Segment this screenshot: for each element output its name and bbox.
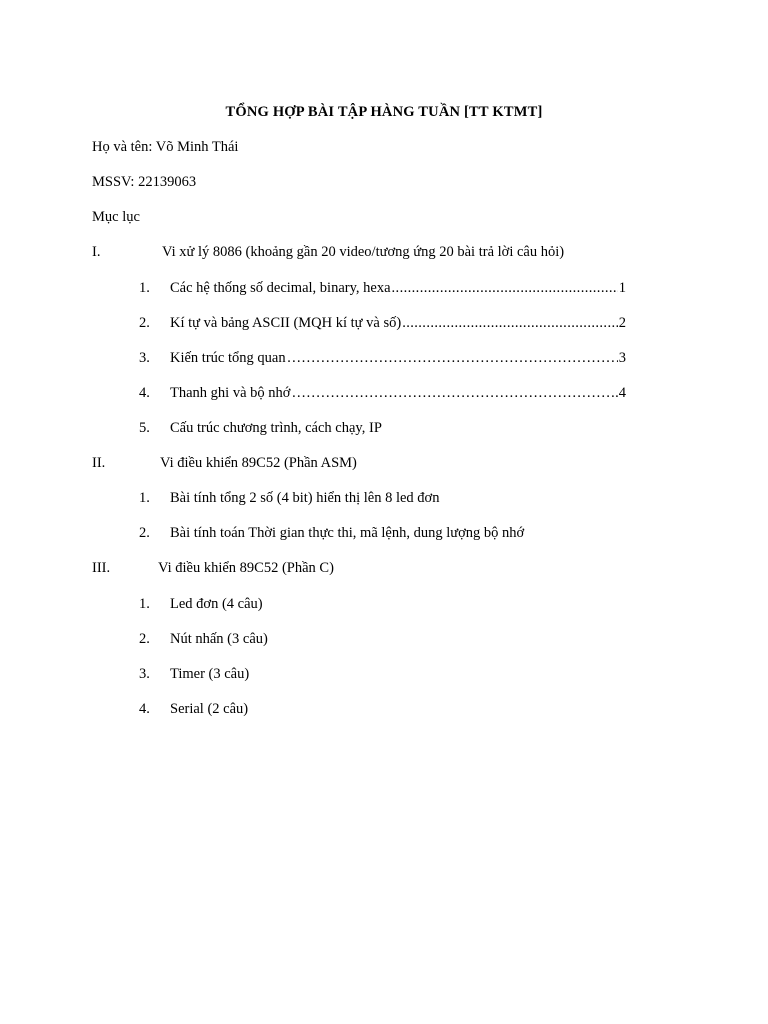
toc-item-text: Serial (2 câu) [170, 701, 249, 717]
toc-item-number: 4. [139, 385, 150, 401]
toc-item-text: Nút nhấn (3 câu) [170, 631, 268, 647]
toc-leader [392, 279, 618, 297]
toc-item-number: 2. [139, 631, 150, 647]
toc-item-text: Kí tự và bảng ASCII (MQH kí tự và số) [170, 315, 402, 331]
toc-item-text: Bài tính toán Thời gian thực thi, mã lệnh, dung lượng bộ nhớ [170, 525, 525, 541]
toc-item [170, 349, 626, 367]
toc-item-number: 3. [139, 350, 150, 366]
toc-item [170, 279, 626, 297]
toc-item [170, 384, 626, 402]
toc-item-page: .4 [615, 385, 626, 401]
toc-item-number: 4. [139, 701, 150, 717]
toc-item-number: 2. [139, 315, 150, 331]
student-id: MSSV: 22139063 [92, 174, 197, 190]
toc-item-number: 3. [139, 666, 150, 682]
toc-item-number: 1. [139, 280, 150, 296]
section-numeral: III. [92, 560, 111, 576]
section-title: Vi điều khiển 89C52 (Phần C) [158, 560, 334, 576]
toc-heading: Mục lục [92, 209, 140, 225]
toc-leader [402, 314, 618, 332]
section-title: Vi điều khiển 89C52 (Phần ASM) [160, 455, 357, 471]
toc-leader [291, 384, 614, 402]
toc-item-number: 5. [139, 420, 150, 436]
toc-item-text: Timer (3 câu) [170, 666, 250, 682]
toc-item-text: Các hệ thống số decimal, binary, hexa [170, 280, 391, 296]
toc-item-page: 2 [618, 315, 626, 331]
toc-item-number: 1. [139, 596, 150, 612]
section-numeral: I. [92, 244, 101, 260]
toc-item-text: Kiến trúc tổng quan [170, 350, 286, 366]
section-title: Vi xử lý 8086 (khoảng gần 20 video/tương ứng 20 bài trả lời câu hỏi) [162, 244, 565, 260]
toc-item [170, 314, 626, 332]
toc-item-text: Bài tính tổng 2 số (4 bit) hiển thị lên 8 led đơn [170, 490, 440, 506]
toc-leader [287, 349, 618, 367]
toc-item-number: 1. [139, 490, 150, 506]
toc-item-text: Led đơn (4 câu) [170, 596, 263, 612]
student-name: Họ và tên: Võ Minh Thái [92, 139, 239, 155]
toc-item-text: Thanh ghi và bộ nhớ [170, 385, 291, 401]
section-numeral: II. [92, 455, 106, 471]
toc-item-number: 2. [139, 525, 150, 541]
document-title: TỔNG HỢP BÀI TẬP HÀNG TUẦN [TT KTMT] [225, 104, 543, 120]
toc-item-page: 1 [618, 280, 626, 296]
toc-item-page: 3 [618, 350, 626, 366]
toc-item-text: Cấu trúc chương trình, cách chạy, IP [170, 420, 382, 436]
